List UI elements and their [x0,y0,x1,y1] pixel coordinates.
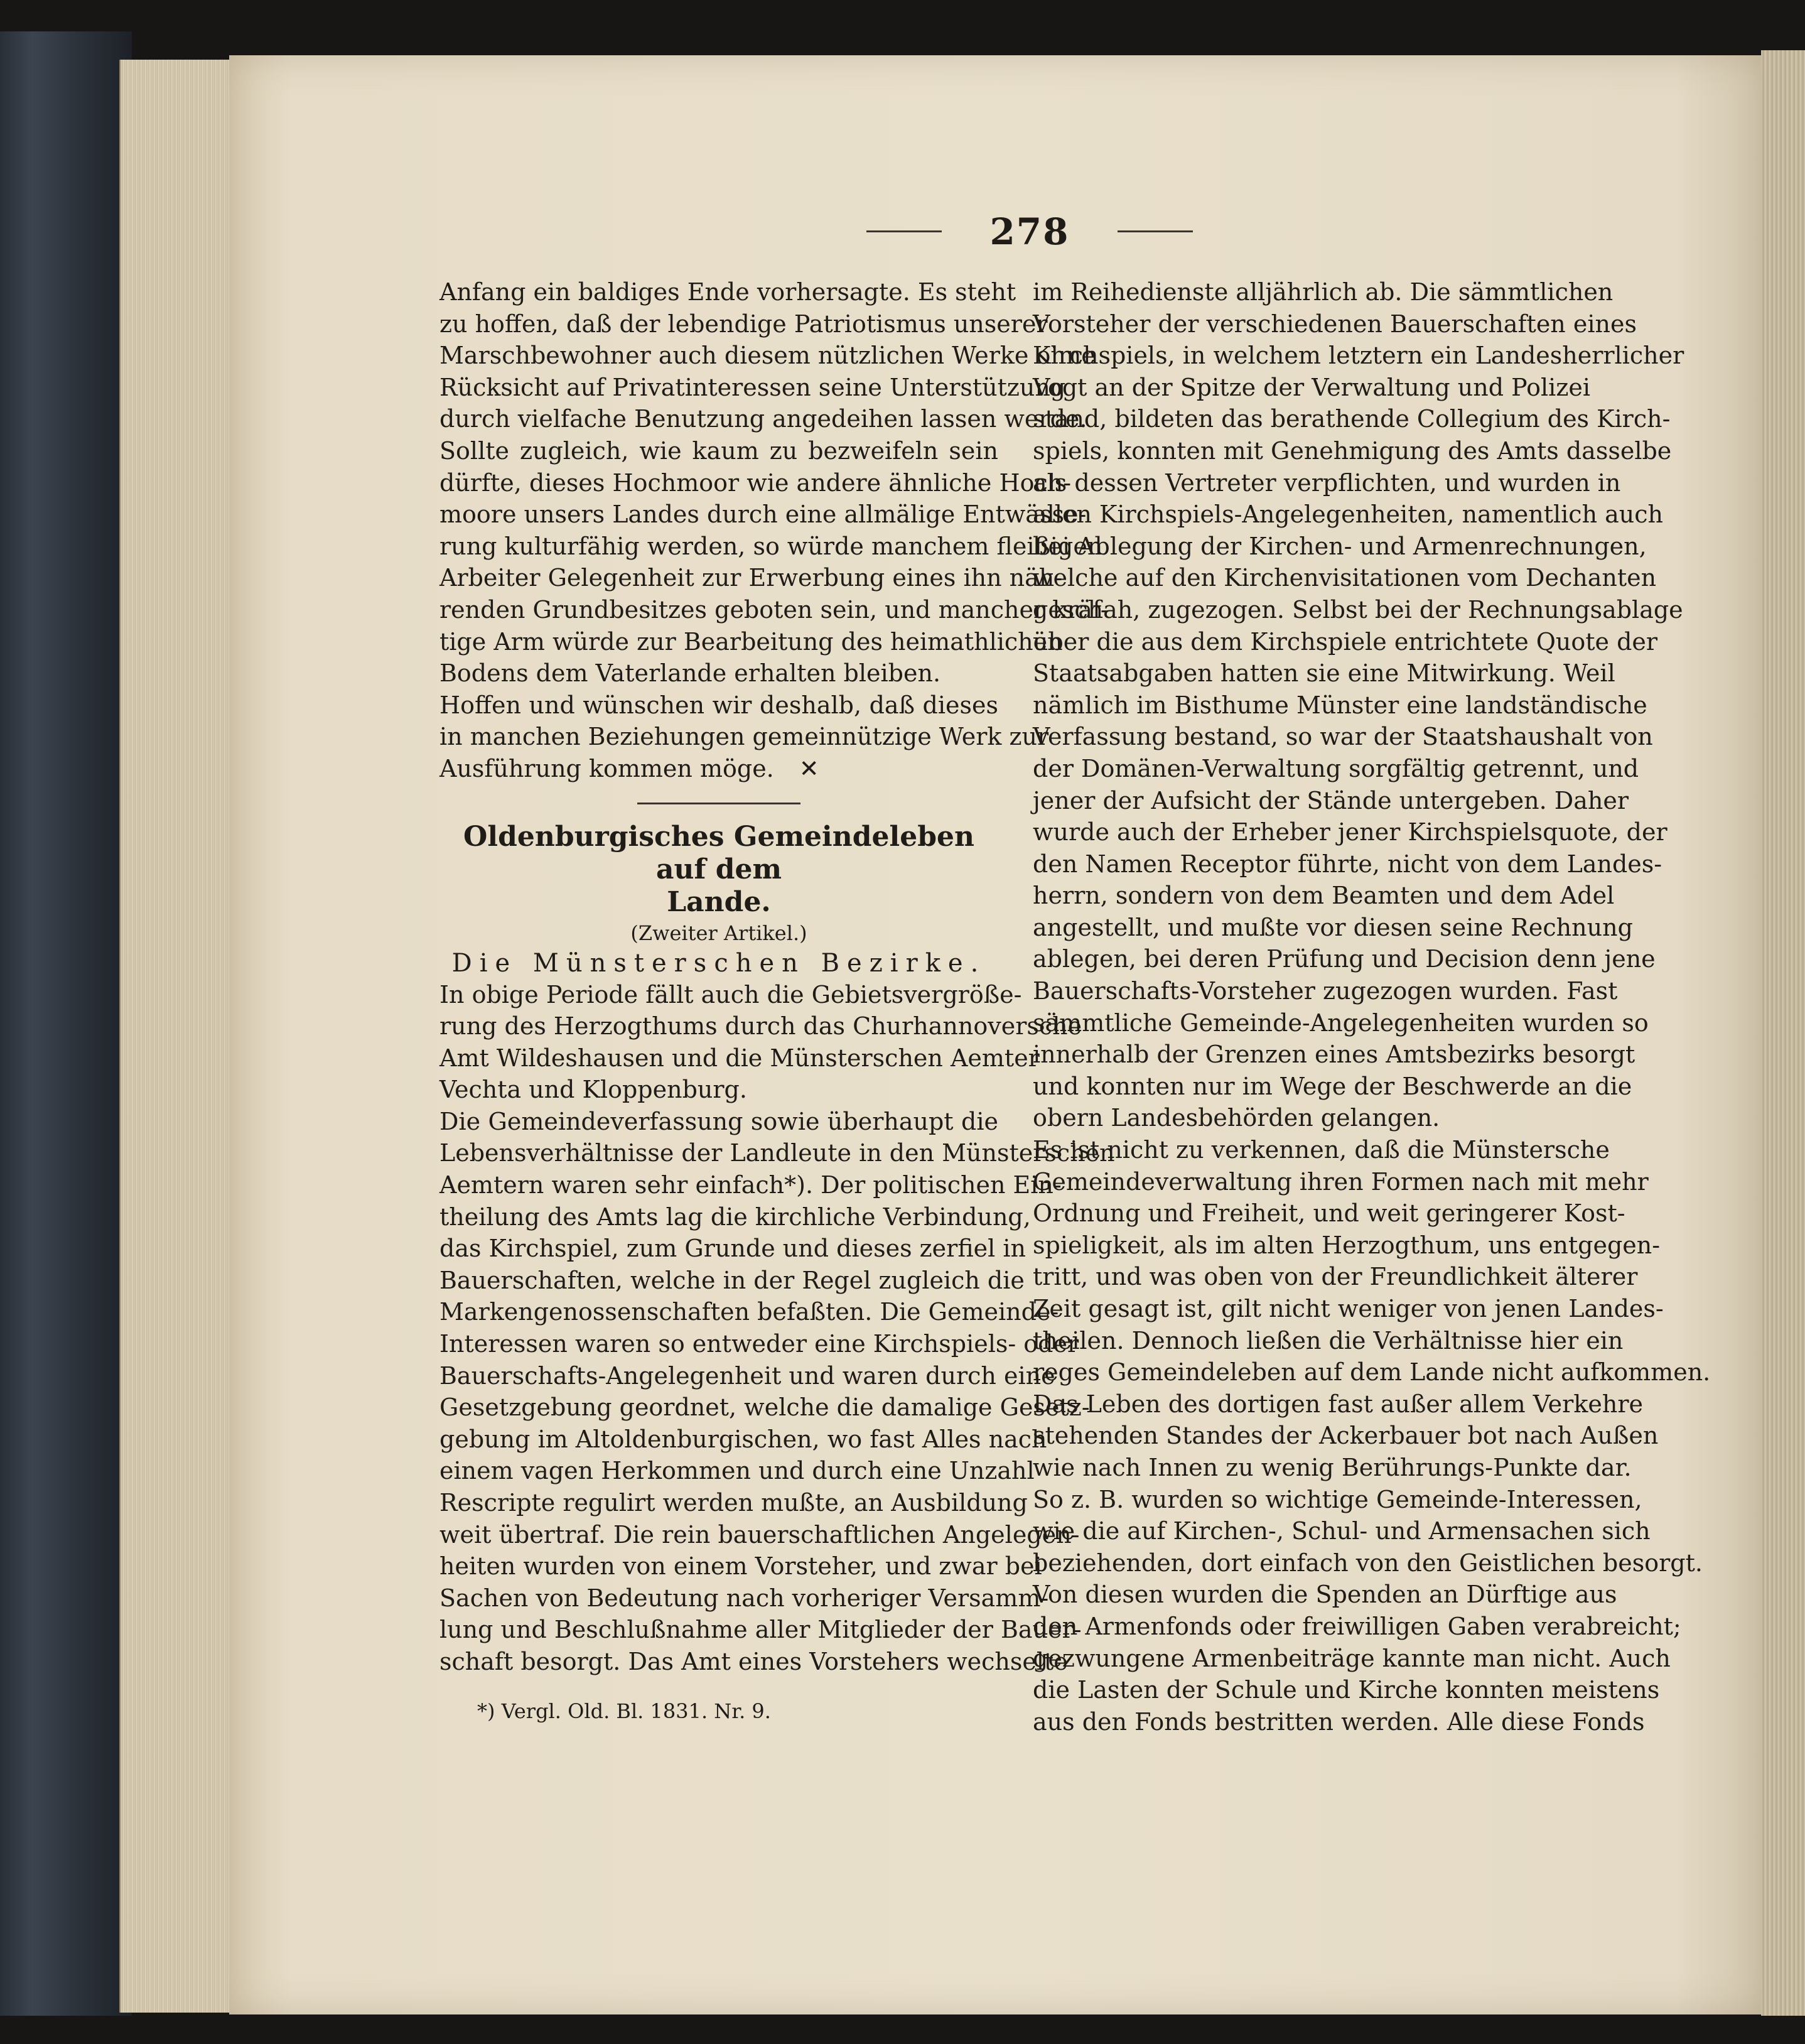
section-divider [637,803,800,804]
text-line: spiels, konnten mit Genehmigung des Amts dasselbe [1033,436,1672,465]
text-line: Anfang ein baldiges Ende vorhersagte. Es steht [439,278,1016,306]
article-title [439,821,998,919]
text-line: welche auf den Kirchenvisitationen vom Dechanten [1033,564,1657,592]
text-line: stand, bildeten das berathende Collegium des Kirch- [1033,405,1671,433]
text-line: In obige Periode fällt auch die Gebietsvergröße- [439,980,1022,1008]
text-line: Bauerschaften, welche in der Regel zugleich die [439,1266,1025,1294]
page-number: 278 [989,210,1070,253]
page-edges [119,60,237,2013]
page-header [866,210,1193,253]
text-line: Gesetzgebung geordnet, welche die damalige Gesetz- [439,1393,1090,1422]
text-line: Aemtern waren sehr einfach*). Der politischen Ein- [439,1171,1062,1199]
text-line: und konnten nur im Wege der Beschwerde an die [1033,1072,1632,1100]
text-line: allen Kirchspiels-Angelegenheiten, namentlich auch [1033,500,1664,529]
text-line: tige Arm würde zur Bearbeitung des heimathlichen [439,627,1063,656]
section-heading: Die Münsterschen Bezirke. [451,948,986,978]
text-line: Es ist nicht zu verkennen, daß die Münstersche [1033,1136,1610,1164]
text-line: herrn, sondern von dem Beamten und dem Adel [1033,882,1615,910]
text-line: obern Landesbehörden gelangen. [1033,1104,1440,1132]
text-line: wie die auf Kirchen-, Schul- und Armensachen sich [1033,1517,1651,1545]
text-line: wie nach Innen zu wenig Berührungs-Punkte dar. [1033,1453,1632,1481]
text-line: Vechta und Kloppenburg. [439,1076,747,1104]
text-line: durch vielfache Benutzung angedeihen lassen werde. [439,405,1087,433]
text-line: Arbeiter Gelegenheit zur Erwerbung eines ihn näh- [439,564,1063,592]
text-line: über die aus dem Kirchspiele entrichtete Quote der [1033,627,1658,656]
header-rule-right [1118,230,1193,232]
text-line: Markengenossenschaften befaßten. Die Gemeinde- [439,1298,1059,1326]
book-binding [0,31,132,2016]
paragraph [439,689,1049,785]
text-line: So z. B. wurden so wichtige Gemeinde-Interessen, [1033,1485,1642,1513]
text-line: Bauerschafts-Angelegenheit und waren durch eine [439,1361,1055,1390]
text-line: Hoffen und wünschen wir deshalb, daß dieses [439,691,998,719]
text-line: beziehenden, dort einfach von den Geistlichen besorgt. [1033,1549,1703,1577]
text-line: die Lasten der Schule und Kirche konnten meistens [1033,1676,1660,1704]
paragraph [1033,1134,1711,1738]
article-subtitle: (Zweiter Artikel.) [630,921,807,945]
text-line: aus den Fonds bestritten werden. Alle diese Fonds [1033,1707,1645,1736]
text-line: Rescripte regulirt werden mußte, an Ausbildung [439,1489,1028,1517]
end-mark: ✕ [799,754,819,782]
text-line: Staatsabgaben hatten sie eine Mitwirkung. Weil [1033,659,1615,688]
text-line: Von diesen wurden die Spenden an Dürftige aus [1033,1581,1617,1609]
text-line: Die Gemeindeverfassung sowie überhaupt die [439,1107,998,1135]
text-line: Ordnung und Freiheit, und weit geringerer Kost- [1033,1199,1625,1228]
paragraph [439,435,1109,689]
text-line: dürfte, dieses Hochmoor wie andere ähnliche Hoch- [439,468,1072,497]
text-line: renden Grundbesitzes geboten sein, und mancher kräf- [439,595,1109,624]
text-line: theilung des Amts lag die kirchliche Verbindung, [439,1203,1031,1231]
text-line: sämmtliche Gemeinde-Angelegenheiten wurden so [1033,1008,1649,1037]
text-line: einem vagen Herkommen und durch eine Unzahl [439,1457,1035,1485]
text-line: innerhalb der Grenzen eines Amtsbezirks besorgt [1033,1041,1635,1069]
text-line: weit übertraf. Die rein bauerschaftlichen Angelegen- [439,1520,1080,1549]
text-line: Lebensverhältnisse der Landleute in den Münsterschen [439,1139,1115,1167]
article-title-line: Lande. [667,885,771,918]
text-line: Gemeindeverwaltung ihren Formen nach mit mehr [1033,1167,1649,1196]
text-line: lung und Beschlußnahme aller Mitglieder der Bauer- [439,1616,1082,1644]
text-line: der Domänen-Verwaltung sorgfältig getrennt, und [1033,754,1639,782]
text-line: angestellt, und mußte vor diesen seine Rechnung [1033,913,1633,941]
text-line: das Kirchspiel, zum Grunde und dieses zerfiel in [439,1235,1026,1263]
text-line: Kirchspiels, in welchem letztern ein Landesherrlicher [1033,342,1684,370]
paragraph [1033,276,1684,1134]
text-line: gebung im Altoldenburgischen, wo fast Alles nach [439,1425,1047,1453]
footnote: *) Vergl. Old. Bl. 1831. Nr. 9. [477,1699,771,1723]
text-line: tritt, und was oben von der Freundlichkeit älterer [1033,1263,1638,1291]
paragraph [439,1106,1115,1678]
text-line: den Namen Receptor führte, nicht von dem Landes- [1033,850,1662,878]
right-page-edge [1761,50,1805,2016]
text-line: Das Leben des dortigen fast außer allem Verkehre [1033,1390,1643,1418]
text-line: rung kulturfähig werden, so würde manchem fleißigen [439,532,1103,560]
text-line: wurde auch der Erheber jener Kirchspielsquote, der [1033,818,1668,846]
text-line: Ausführung kommen möge. ✕ [439,753,998,785]
text-line: in manchen Beziehungen gemeinnützige Werk zur [439,723,1049,751]
text-line: Verfassung bestand, so war der Staatshaushalt von [1033,723,1653,751]
left-column [439,276,1115,1726]
text-line: Vogt an der Spitze der Verwaltung und Polizei [1033,373,1590,401]
text-line: ablegen, bei deren Prüfung und Decision denn jene [1033,945,1656,973]
text-line: schaft besorgt. Das Amt eines Vorstehers wechselte [439,1647,1068,1675]
text-line: zu hoffen, daß der lebendige Patriotismus unserer [439,310,1048,338]
text-line: theilen. Dennoch ließen die Verhältnisse hier ein [1033,1326,1624,1355]
text-line: nämlich im Bisthume Münster eine landständische [1033,691,1647,719]
text-line: bei Ablegung der Kirchen- und Armenrechnungen, [1033,532,1647,560]
text-line: geschah, zugezogen. Selbst bei der Rechnungsablage [1033,595,1683,624]
text-line: reges Gemeindeleben auf dem Lande nicht aufkommen. [1033,1358,1711,1387]
text-line: Zeit gesagt ist, gilt nicht weniger von jenen Landes- [1033,1295,1664,1322]
text-line: Sachen von Bedeutung nach vorheriger Versamm- [439,1584,1049,1612]
text-line: rung des Herzogthums durch das Churhannoversche [439,1012,1082,1041]
text-line: Vorsteher der verschiedenen Bauerschaften eines [1033,310,1637,338]
right-column [1033,276,1711,1738]
text-line: heiten wurden von einem Vorsteher, und zwar bei [439,1552,1042,1581]
text-line: als dessen Vertreter verpflichten, und wurden in [1033,468,1621,497]
text-line: spieligkeit, als im alten Herzogthum, uns entgegen- [1033,1231,1661,1259]
article-title-line: Oldenburgisches Gemeindeleben auf dem [463,820,974,885]
text-line: den Armenfonds oder freiwilligen Gaben verabreicht; [1033,1612,1681,1640]
text-line: Rücksicht auf Privatinteressen seine Unterstützung [439,373,1066,401]
paragraph [439,276,1096,435]
paragraph [439,979,1082,1106]
text-line: Bodens dem Vaterlande erhalten bleiben. [439,659,941,688]
text-line: Bauerschafts-Vorsteher zugezogen wurden. Fast [1033,977,1618,1005]
text-line: jener der Aufsicht der Stände untergeben. Daher [1033,786,1629,814]
text-line: im Reihedienste alljährlich ab. Die sämmtlichen [1033,278,1614,306]
text-line: moore unsers Landes durch eine allmälige Entwässe- [439,500,1087,529]
text-line: Sollte zugleich, wie kaum zu bezweifeln sein [439,436,998,465]
text-line: Marschbewohner auch diesem nützlichen Werke ohne [439,342,1096,370]
text-line: gezwungene Armenbeiträge kannte man nicht. Auch [1033,1644,1671,1672]
text-line: Amt Wildeshausen und die Münsterschen Aemter [439,1044,1040,1072]
text-line: stehenden Standes der Ackerbauer bot nach Außen [1033,1422,1659,1450]
text-line: Interessen waren so entweder eine Kirchspiels- oder [439,1330,1079,1358]
